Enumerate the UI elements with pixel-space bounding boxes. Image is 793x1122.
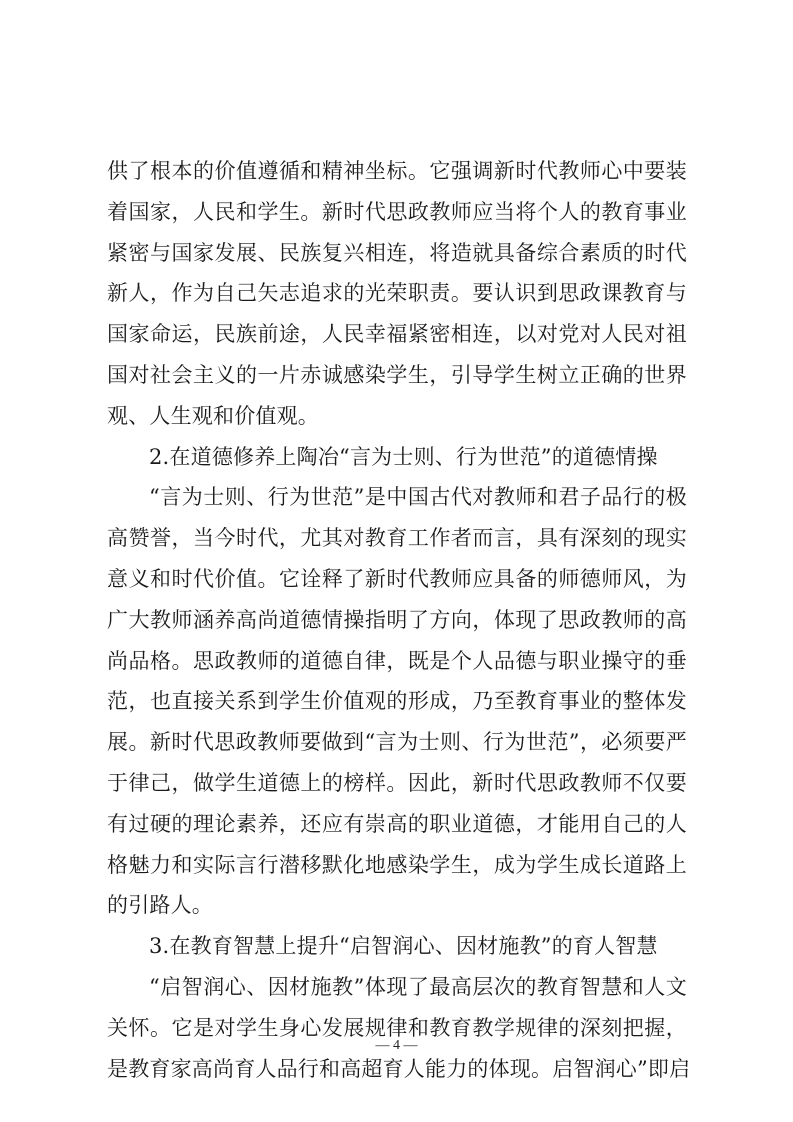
paragraph-line: 国家命运，民族前途，人民幸福紧密相连，以对党对人民对祖 — [107, 322, 687, 346]
paragraph-line: 广大教师涵养高尚道德情操指明了方向，体现了思政教师的高 — [107, 608, 687, 632]
paragraph-line: 的引路人。 — [107, 893, 213, 917]
paragraph-line: 紧密与国家发展、民族复兴相连，将造就具备综合素质的时代 — [107, 241, 687, 265]
paragraph-line: 关怀。它是对学生身心发展规律和教育教学规律的深刻把握， — [107, 1016, 687, 1040]
paragraph-line: 于律己，做学生道德上的榜样。因此，新时代思政教师不仅要 — [107, 771, 687, 795]
paragraph-line: 尚品格。思政教师的道德自律，既是个人品德与职业操守的垂 — [107, 649, 687, 673]
paragraph-line: 国对社会主义的一片赤诚感染学生，引导学生树立正确的世界 — [107, 363, 687, 387]
paragraph-line: 有过硬的理论素养，还应有崇高的职业道德，才能用自己的人 — [107, 812, 687, 836]
paragraph-line: “启智润心、因材施教”体现了最高层次的教育智慧和人文 — [149, 975, 687, 999]
paragraph-line: 展。新时代思政教师要做到“言为士则、行为世范”，必须要严 — [107, 730, 687, 754]
paragraph-line: “言为士则、行为世范”是中国古代对教师和君子品行的极 — [149, 485, 687, 509]
section-heading: 3.在教育智慧上提升“启智润心、因材施教”的育人智慧 — [149, 934, 658, 958]
page-number: — 4 — — [375, 1038, 418, 1053]
paragraph-line: 新人，作为自己矢志追求的光荣职责。要认识到思政课教育与 — [107, 281, 687, 305]
paragraph-line: 高赞誉，当今时代，尤其对教育工作者而言，具有深刻的现实 — [107, 526, 687, 550]
paragraph-line: 是教育家高尚育人品行和高超育人能力的体现。启智润心”即启 — [107, 1057, 691, 1081]
paragraph-line: 格魅力和实际言行潜移默化地感染学生，成为学生成长道路上 — [107, 853, 687, 877]
paragraph-line: 范，也直接关系到学生价值观的形成，乃至教育事业的整体发 — [107, 689, 687, 713]
paragraph-line: 观、人生观和价值观。 — [107, 404, 319, 428]
paragraph-line: 着国家，人民和学生。新时代思政教师应当将个人的教育事业 — [107, 200, 687, 224]
paragraph-line: 供了根本的价值遵循和精神坐标。它强调新时代教师心中要装 — [107, 159, 687, 183]
paragraph-line: 意义和时代价值。它诠释了新时代教师应具备的师德师风，为 — [107, 567, 687, 591]
section-heading: 2.在道德修养上陶冶“言为士则、行为世范”的道德情操 — [149, 445, 658, 469]
